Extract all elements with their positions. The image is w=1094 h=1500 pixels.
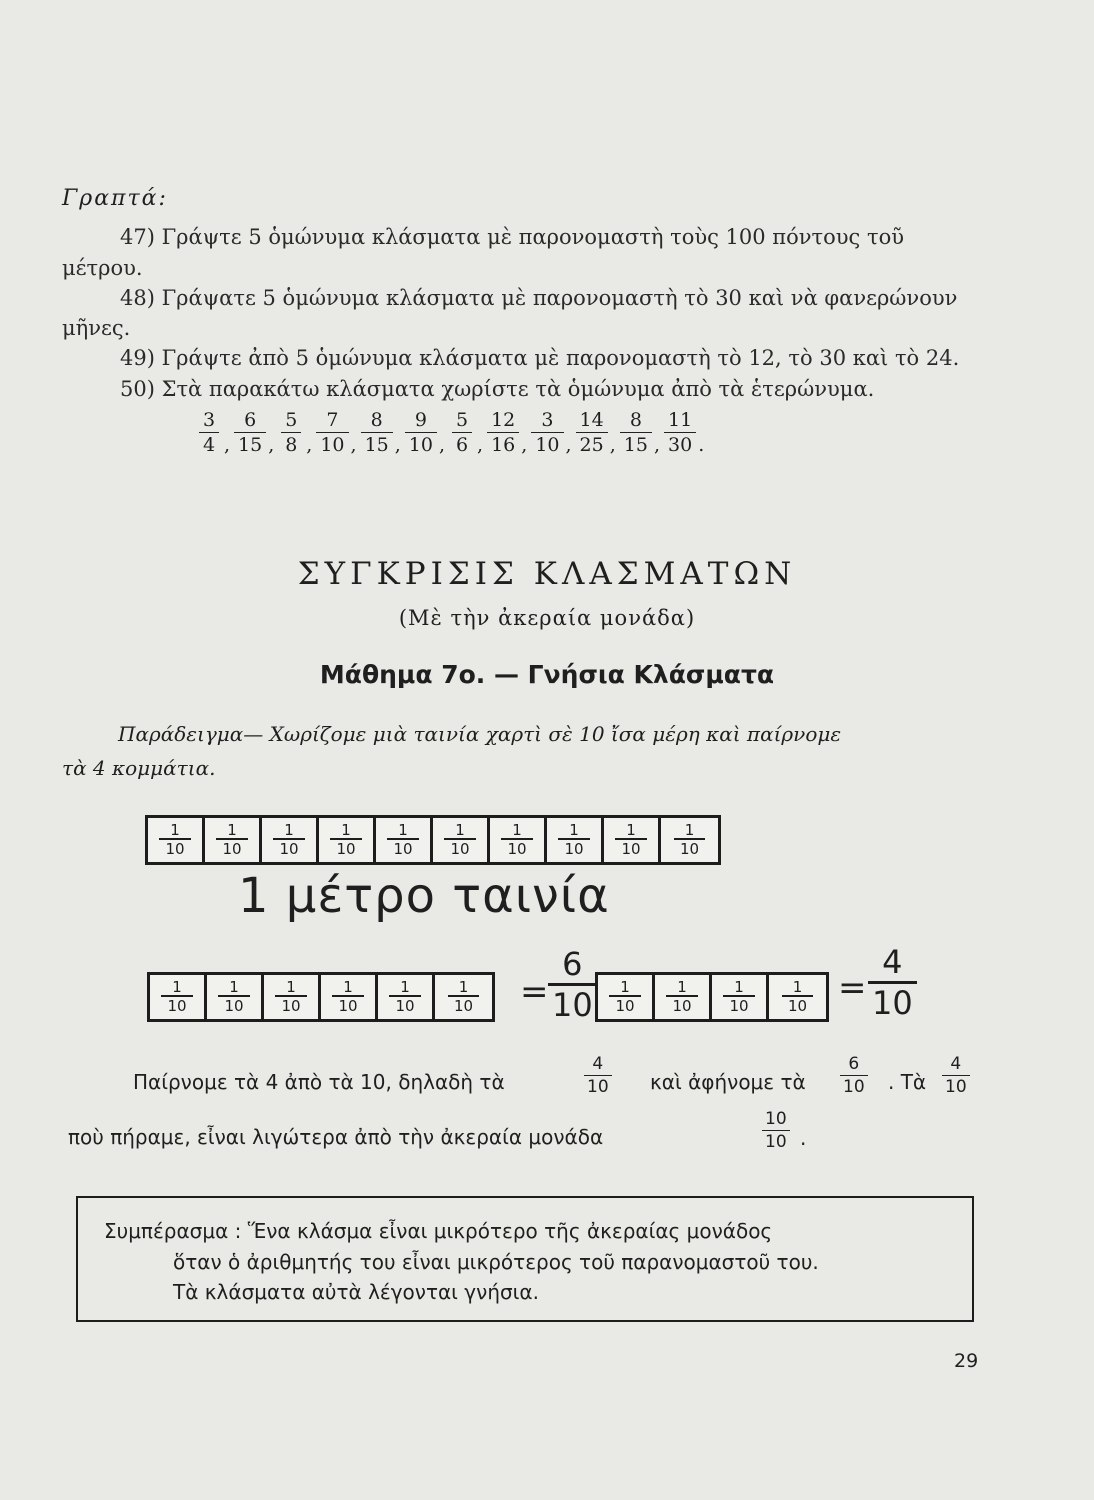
inline-fraction bbox=[942, 1053, 970, 1098]
separator: , bbox=[565, 434, 572, 456]
section-heading-written: Γραπτά: bbox=[62, 186, 168, 211]
paragraph-line2-end: . bbox=[800, 1126, 807, 1150]
numerator: 9 bbox=[414, 409, 427, 431]
denominator: 10 bbox=[762, 1130, 790, 1153]
exercise-fraction bbox=[405, 408, 437, 457]
denominator: 25 bbox=[576, 432, 608, 457]
numerator: 8 bbox=[370, 409, 383, 431]
denominator: 10 bbox=[942, 1075, 970, 1098]
equals-sign: = bbox=[838, 968, 867, 1008]
exercise-fraction bbox=[196, 408, 222, 457]
tenth-cell bbox=[321, 975, 378, 1019]
cell-denominator: 10 bbox=[723, 995, 754, 1015]
denominator: 8 bbox=[281, 432, 301, 457]
tenth-cell bbox=[661, 818, 718, 862]
tenth-cell bbox=[655, 975, 712, 1019]
numerator: 10 bbox=[765, 1109, 787, 1129]
exercise-47-line1: 47) Γράψτε 5 ὁμώνυμα κλάσματα μὲ παρονομαστὴ τοὺς 100 πόντους τοῦ bbox=[120, 225, 905, 249]
separator: , bbox=[477, 434, 484, 456]
denominator: 30 bbox=[664, 432, 696, 457]
denominator: 10 bbox=[531, 432, 563, 457]
cell-numerator: 1 bbox=[512, 821, 522, 839]
exercise-fraction bbox=[487, 408, 519, 457]
numerator: 8 bbox=[629, 409, 642, 431]
separator: , bbox=[224, 434, 231, 456]
cell-numerator: 1 bbox=[286, 978, 296, 996]
paragraph-line1-end: . Τὰ bbox=[888, 1070, 927, 1094]
lesson-title: Μάθημα 7ο. — Γνήσια Κλάσματα bbox=[319, 660, 775, 689]
separator: , bbox=[394, 434, 401, 456]
separator: , bbox=[653, 434, 661, 456]
conclusion-line1: Συμπέρασμα : Ἕνα κλάσμα εἶναι μικρότερο τῆς ἀκεραίας μονάδος bbox=[104, 1219, 773, 1243]
conclusion-line3: Τὰ κλάσματα αὐτὰ λέγονται γνήσια. bbox=[173, 1280, 539, 1304]
cell-numerator: 1 bbox=[455, 821, 465, 839]
separator: , bbox=[268, 434, 275, 456]
exercise-fraction bbox=[620, 408, 652, 457]
exercise-48-line2: μῆνες. bbox=[62, 316, 131, 340]
separator: , bbox=[306, 434, 313, 456]
tenth-cell bbox=[435, 975, 492, 1019]
cell-numerator: 1 bbox=[620, 978, 630, 996]
equals-sign: = bbox=[520, 972, 549, 1012]
cell-numerator: 1 bbox=[684, 821, 695, 839]
numerator: 12 bbox=[491, 409, 516, 431]
separator: . bbox=[698, 434, 705, 456]
exercise-fraction bbox=[531, 408, 563, 457]
exercise-50: 50) Στὰ παρακάτω κλάσματα χωρίστε τὰ ὁμώνυμα ἀπὸ τὰ ἑτερώνυμα. bbox=[120, 377, 875, 401]
denominator: 15 bbox=[620, 432, 652, 457]
numerator: 6 bbox=[244, 409, 257, 431]
tenth-cell bbox=[378, 975, 435, 1019]
fraction-six-tenths bbox=[548, 945, 597, 1024]
exercise-49: 49) Γράψτε ἀπὸ 5 ὁμώνυμα κλάσματα μὲ παρονομαστὴ τὸ 12, τὸ 30 καὶ τὸ 24. bbox=[120, 346, 960, 370]
cell-denominator: 10 bbox=[273, 838, 304, 858]
page-number: 29 bbox=[954, 1350, 979, 1372]
tenth-cell bbox=[264, 975, 321, 1019]
exercise-fraction bbox=[449, 408, 475, 457]
numerator: 3 bbox=[202, 409, 216, 431]
tenth-cell bbox=[433, 818, 490, 862]
cell-numerator: 1 bbox=[792, 978, 803, 996]
tenth-cell bbox=[604, 818, 661, 862]
tenth-cell bbox=[205, 818, 262, 862]
cell-numerator: 1 bbox=[569, 821, 579, 839]
exercise-fraction bbox=[664, 408, 696, 457]
cell-numerator: 1 bbox=[626, 821, 636, 839]
numerator: 11 bbox=[668, 409, 693, 431]
exercise-47-line2: μέτρου. bbox=[62, 256, 143, 280]
inline-fraction bbox=[762, 1108, 790, 1153]
fraction-four-tenths bbox=[868, 943, 917, 1022]
example-line2: τὰ 4 κομμάτια. bbox=[62, 756, 216, 780]
paragraph-line1-start: Παίρνομε τὰ 4 ἀπὸ τὰ 10, δηλαδὴ τὰ bbox=[133, 1070, 505, 1094]
numerator: 14 bbox=[579, 409, 604, 431]
cell-denominator: 10 bbox=[330, 838, 361, 858]
exercise-fraction bbox=[316, 408, 348, 457]
meter-tape-label: 1 μέτρο ταινία bbox=[238, 868, 610, 924]
cell-numerator: 1 bbox=[734, 978, 744, 996]
separator: , bbox=[350, 434, 357, 456]
cell-denominator: 10 bbox=[332, 995, 363, 1015]
tenth-cell bbox=[262, 818, 319, 862]
tape-strip-ten-parts bbox=[145, 815, 721, 865]
numerator: 5 bbox=[455, 409, 469, 431]
example-line1: Παράδειγμα— Χωρίζομε μιὰ ταινία χαρτὶ σὲ 10 ἴσα μέρη καὶ παίρνομε bbox=[118, 722, 842, 746]
separator: , bbox=[438, 434, 446, 456]
exercise-fraction bbox=[576, 408, 608, 457]
cell-denominator: 10 bbox=[782, 995, 813, 1015]
separator: , bbox=[609, 434, 616, 456]
tape-strip-six-parts bbox=[147, 972, 495, 1022]
tape-strip-four-parts bbox=[595, 972, 829, 1022]
denominator: 16 bbox=[487, 432, 519, 457]
cell-denominator: 10 bbox=[159, 838, 190, 858]
inline-fraction bbox=[840, 1053, 868, 1098]
cell-denominator: 10 bbox=[161, 995, 192, 1015]
section-title: ΣΥΓΚΡΙΣΙΣ ΚΛΑΣΜΑΤΩΝ bbox=[297, 556, 797, 592]
exercise-fraction bbox=[361, 408, 393, 457]
denominator: 10 bbox=[584, 1075, 612, 1098]
separator: , bbox=[521, 434, 528, 456]
cell-denominator: 10 bbox=[218, 995, 249, 1015]
cell-denominator: 10 bbox=[674, 838, 705, 858]
numerator: 4 bbox=[950, 1054, 962, 1074]
cell-numerator: 1 bbox=[400, 978, 410, 996]
cell-numerator: 1 bbox=[172, 978, 182, 996]
cell-denominator: 10 bbox=[275, 995, 306, 1015]
cell-denominator: 10 bbox=[444, 838, 475, 858]
tenth-cell bbox=[769, 975, 826, 1019]
exercise-48-line1: 48) Γράψατε 5 ὁμώνυμα κλάσματα μὲ παρονομαστὴ τὸ 30 καὶ νὰ φανερώνουν bbox=[120, 286, 958, 310]
paragraph-line2: ποὺ πήραμε, εἶναι λιγώτερα ἀπὸ τὴν ἀκεραία μονάδα bbox=[68, 1125, 604, 1149]
denominator: 10 bbox=[405, 432, 437, 457]
tenth-cell bbox=[319, 818, 376, 862]
denominator: 10 bbox=[868, 981, 917, 1022]
cell-denominator: 10 bbox=[558, 838, 589, 858]
cell-denominator: 10 bbox=[615, 838, 646, 858]
exercise-fraction bbox=[278, 408, 304, 457]
denominator: 10 bbox=[548, 983, 597, 1024]
tenth-cell bbox=[148, 818, 205, 862]
tenth-cell bbox=[376, 818, 433, 862]
cell-denominator: 10 bbox=[501, 838, 532, 858]
cell-denominator: 10 bbox=[666, 995, 697, 1015]
cell-denominator: 10 bbox=[609, 995, 640, 1015]
denominator: 10 bbox=[316, 432, 348, 457]
section-subtitle: (Μὲ τὴν ἀκεραία μονάδα) bbox=[398, 606, 696, 630]
inline-fraction bbox=[584, 1053, 612, 1098]
numerator: 5 bbox=[285, 409, 298, 431]
cell-numerator: 1 bbox=[229, 978, 239, 996]
cell-denominator: 10 bbox=[216, 838, 247, 858]
cell-numerator: 1 bbox=[170, 821, 180, 839]
denominator: 4 bbox=[199, 432, 219, 457]
tenth-cell bbox=[598, 975, 655, 1019]
denominator: 6 bbox=[452, 432, 472, 457]
cell-numerator: 1 bbox=[458, 978, 469, 996]
numerator: 6 bbox=[848, 1054, 860, 1074]
denominator: 15 bbox=[361, 432, 393, 457]
cell-numerator: 1 bbox=[341, 821, 351, 839]
paragraph-line1-mid: καὶ ἀφήνομε τὰ bbox=[650, 1070, 806, 1094]
tenth-cell bbox=[712, 975, 769, 1019]
tenth-cell bbox=[547, 818, 604, 862]
exercise-fraction bbox=[234, 408, 266, 457]
cell-numerator: 1 bbox=[343, 978, 353, 996]
denominator: 10 bbox=[840, 1075, 868, 1098]
cell-numerator: 1 bbox=[677, 978, 687, 996]
cell-numerator: 1 bbox=[227, 821, 237, 839]
numerator: 6 bbox=[562, 945, 583, 983]
fraction-list bbox=[196, 408, 708, 457]
tenth-cell bbox=[207, 975, 264, 1019]
numerator: 3 bbox=[541, 409, 554, 431]
cell-denominator: 10 bbox=[387, 838, 418, 858]
numerator: 4 bbox=[592, 1054, 604, 1074]
tenth-cell bbox=[490, 818, 547, 862]
conclusion-line2: ὅταν ὁ ἀριθμητής του εἶναι μικρότερος τοῦ παρανομαστοῦ του. bbox=[173, 1250, 819, 1274]
numerator: 4 bbox=[882, 943, 903, 981]
cell-numerator: 1 bbox=[398, 821, 408, 839]
tenth-cell bbox=[150, 975, 207, 1019]
cell-denominator: 10 bbox=[448, 995, 479, 1015]
numerator: 7 bbox=[326, 409, 339, 431]
denominator: 15 bbox=[234, 432, 266, 457]
cell-denominator: 10 bbox=[389, 995, 420, 1015]
cell-numerator: 1 bbox=[284, 821, 294, 839]
